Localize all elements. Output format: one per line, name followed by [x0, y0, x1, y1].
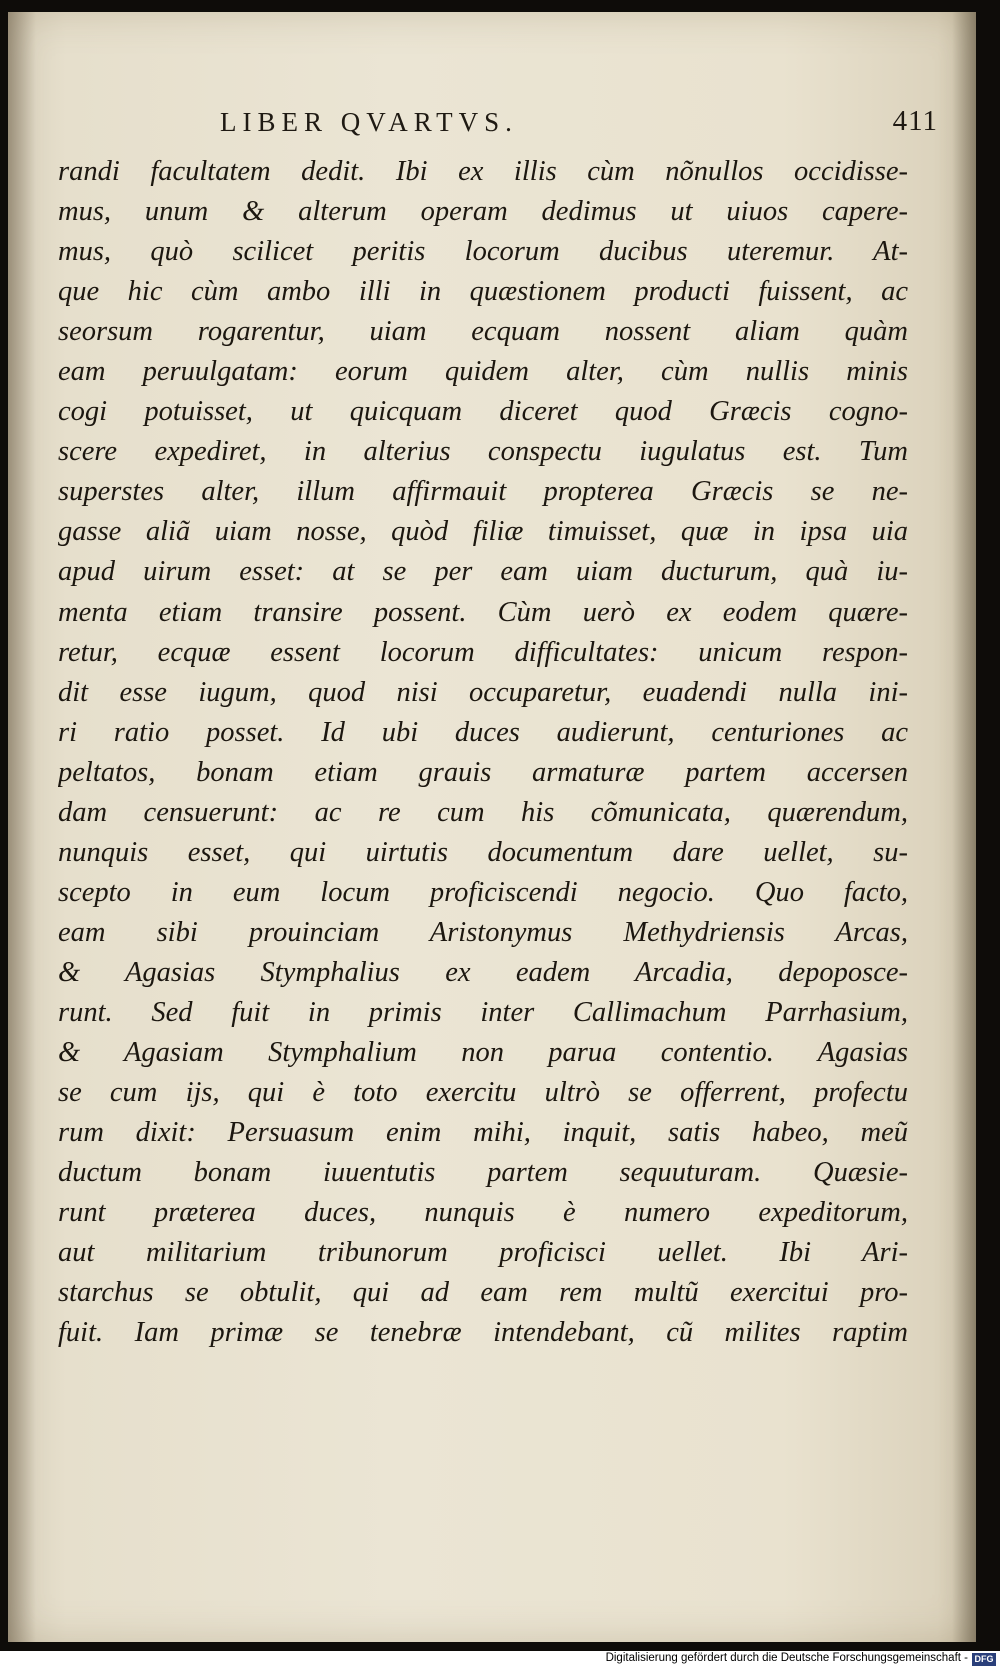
text-line: ductum bonam iuuentutis partem sequuturam. Quæsie-	[58, 1157, 908, 1189]
page-edge-shadow	[952, 12, 976, 1642]
text-line: cogi potuisset, ut quicquam diceret quod Græcis cogno-	[58, 396, 908, 428]
text-line: runt præterea duces, nunquis è numero expeditorum,	[58, 1197, 908, 1229]
text-line: se cum ijs, qui è toto exercitu ultrò se offerrent, profectu	[58, 1077, 908, 1109]
page-number: 411	[892, 105, 938, 137]
text-line: aut militarium tribunorum proficisci uellet. Ibi Ari-	[58, 1237, 908, 1269]
text-line: mus, unum & alterum operam dedimus ut uiuos capere-	[58, 196, 908, 228]
text-line: que hic cùm ambo illi in quæstionem producti fuissent, ac	[58, 276, 908, 308]
text-line: eam sibi prouinciam Aristonymus Methydriensis Arcas,	[58, 916, 908, 948]
text-line: mus, quò scilicet peritis locorum ducibus uteremur. At-	[58, 236, 908, 268]
body-text	[58, 152, 908, 1353]
digitization-footer	[0, 1651, 1000, 1669]
text-line: fuit. Iam primæ se tenebræ intendebant, cũ milites raptim	[58, 1317, 908, 1349]
text-line: eam peruulgatam: eorum quidem alter, cùm nullis minis	[58, 356, 908, 388]
text-line: & Agasias Stymphalius ex eadem Arcadia, depoposce-	[58, 956, 908, 988]
text-line: dit esse iugum, quod nisi occuparetur, euadendi nulla ini-	[58, 676, 908, 708]
gutter-shadow	[8, 12, 36, 1642]
text-line: superstes alter, illum affirmauit propterea Græcis se ne-	[58, 476, 908, 508]
text-line: ri ratio posset. Id ubi duces audierunt, centuriones ac	[58, 716, 908, 748]
text-line: seorsum rogarentur, uiam ecquam nossent aliam quàm	[58, 316, 908, 348]
text-line: apud uirum esset: at se per eam uiam ducturum, quà iu-	[58, 556, 908, 588]
text-line: rum dixit: Persuasum enim mihi, inquit, satis habeo, meũ	[58, 1117, 908, 1149]
text-line: peltatos, bonam etiam grauis armaturæ partem accersen	[58, 756, 908, 788]
running-head	[48, 107, 938, 147]
text-line: scere expediret, in alterius conspectu iugulatus est. Tum	[58, 436, 908, 468]
text-line: nunquis esset, qui uirtutis documentum dare uellet, su-	[58, 836, 908, 868]
dfg-logo: DFG	[972, 1653, 996, 1666]
text-line: retur, ecquæ essent locorum difficultates: unicum respon-	[58, 636, 908, 668]
book-page	[8, 12, 976, 1642]
text-line: scepto in eum locum proficiscendi negocio. Quo facto,	[58, 876, 908, 908]
text-line: menta etiam transire possent. Cùm uerò ex eodem quære-	[58, 596, 908, 628]
text-line: starchus se obtulit, qui ad eam rem multũ exercitui pro-	[58, 1277, 908, 1309]
text-line: randi facultatem dedit. Ibi ex illis cùm nõnullos occidisse-	[58, 156, 908, 187]
text-line: runt. Sed fuit in primis inter Callimachum Parrhasium,	[58, 996, 908, 1028]
text-line: dam censuerunt: ac re cum his cõmunicata, quærendum,	[58, 796, 908, 828]
text-line: gasse aliã uiam nosse, quòd filiæ timuisset, quæ in ipsa uia	[58, 516, 908, 548]
text-line: & Agasiam Stymphalium non parua contentio. Agasias	[58, 1037, 908, 1069]
funding-credit: Digitalisierung gefördert durch die Deutsche Forschungsgemeinschaft -	[605, 1652, 968, 1664]
running-title: LIBER QVARTVS.	[220, 107, 518, 137]
